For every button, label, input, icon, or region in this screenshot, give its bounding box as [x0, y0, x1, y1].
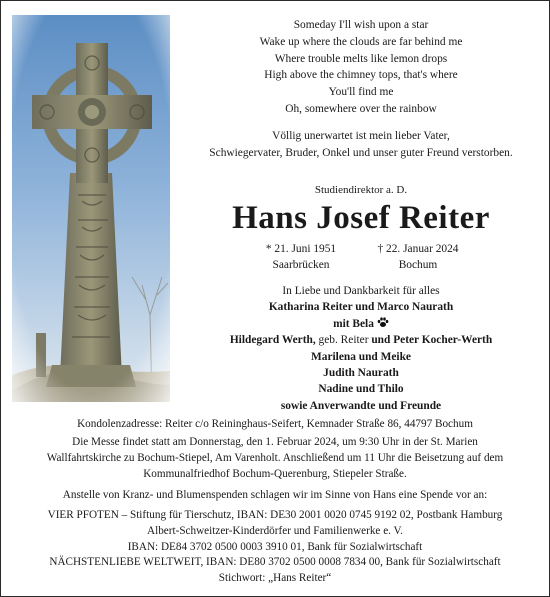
death-place: Bochum [398, 259, 438, 271]
birth-info [246, 241, 356, 273]
funeral-line: Wallfahrtskirche zu Bochum-Stiepel, Am Varenholt. Anschließend um 11 Uhr die Beisetzung auf dem [46, 451, 504, 464]
donation-line: IBAN: DE84 3702 0500 0003 3910 01, Bank für Sozialwirtschaft [127, 540, 423, 553]
mourners-intro: In Liebe und Dankbarkeit für alles [282, 285, 440, 297]
poem-line: High above the chimney tops, that's where [264, 69, 458, 82]
birth-date: * 21. Juni 1951 [265, 243, 337, 255]
death-date: † 22. Januar 2024 [377, 243, 459, 255]
mourner-name: Hildegard Werth, [229, 334, 316, 347]
announcement-line: Völlig unerwartet ist mein lieber Vater, [272, 130, 450, 142]
announcement-line: Schwiegervater, Bruder, Onkel und unser guter Freund verstorben. [209, 146, 513, 159]
birth-place: Saarbrücken [272, 259, 330, 271]
celtic-cross-photo [12, 15, 170, 402]
mourner-name: und Peter Kocher-Werth [371, 334, 493, 347]
poem [178, 17, 544, 118]
mourner-line: sowie Anverwandte und Freunde [280, 399, 442, 412]
deceased-title: Studiendirektor a. D. [314, 184, 408, 196]
donation-list [4, 508, 546, 587]
funeral-details [4, 435, 546, 482]
poem-line: You'll find me [328, 86, 394, 99]
mourner-text: mit Bela [333, 317, 374, 330]
poem-line: Someday I'll wish upon a star [293, 19, 429, 31]
poem-line: Oh, somewhere over the rainbow [285, 102, 437, 115]
donation-line: Stichwort: „Hans Reiter“ [218, 572, 332, 585]
announcement [178, 128, 544, 162]
donation-line: NÄCHSTENLIEBE WELTWEIT, IBAN: DE80 3702 0500 0008 7834 00, Bank für Sozialwirtschaft [49, 556, 501, 569]
mourner-line [178, 332, 544, 348]
funeral-line: Kommunalfriedhof Bochum-Querenburg, Stiepeler Straße. [143, 467, 407, 480]
mourner-line: Marilena und Meike [311, 350, 411, 363]
donation-intro: Anstelle von Kranz- und Blumenspenden schlagen wir im Sinne von Hans eine Spende vor an: [62, 489, 488, 501]
donation-line: VIER PFOTEN – Stiftung für Tierschutz, IBAN: DE30 2001 0020 0745 9192 02, Postbank Hamburg [47, 509, 503, 521]
condolence-address: Kondolenzadresse: Reiter c/o Reininghaus-Seifert, Kemnader Straße 86, 44797 Bochum [77, 418, 473, 430]
mourner-line: Katharina Reiter und Marco Naurath [268, 301, 454, 314]
mourner-line: Judith Naurath [323, 367, 399, 380]
mourner-line [178, 316, 544, 332]
funeral-line: Die Messe findet statt am Donnerstag, den 1. Februar 2024, um 9:30 Uhr in der St. Marien [72, 436, 478, 448]
mourners [178, 283, 544, 414]
poem-line: Wake up where the clouds are far behind me [259, 35, 463, 48]
mourner-line: Nadine und Thilo [318, 383, 404, 396]
donation-line: Albert-Schweitzer-Kinderdörfer und Familienwerke e. V. [147, 524, 403, 537]
maiden-name: geb. Reiter [315, 334, 372, 347]
deceased-name: Hans Josef Reiter [232, 200, 490, 236]
poem-line: Where trouble melts like lemon drops [274, 52, 448, 65]
death-info [363, 241, 473, 273]
paw-icon [377, 317, 389, 328]
